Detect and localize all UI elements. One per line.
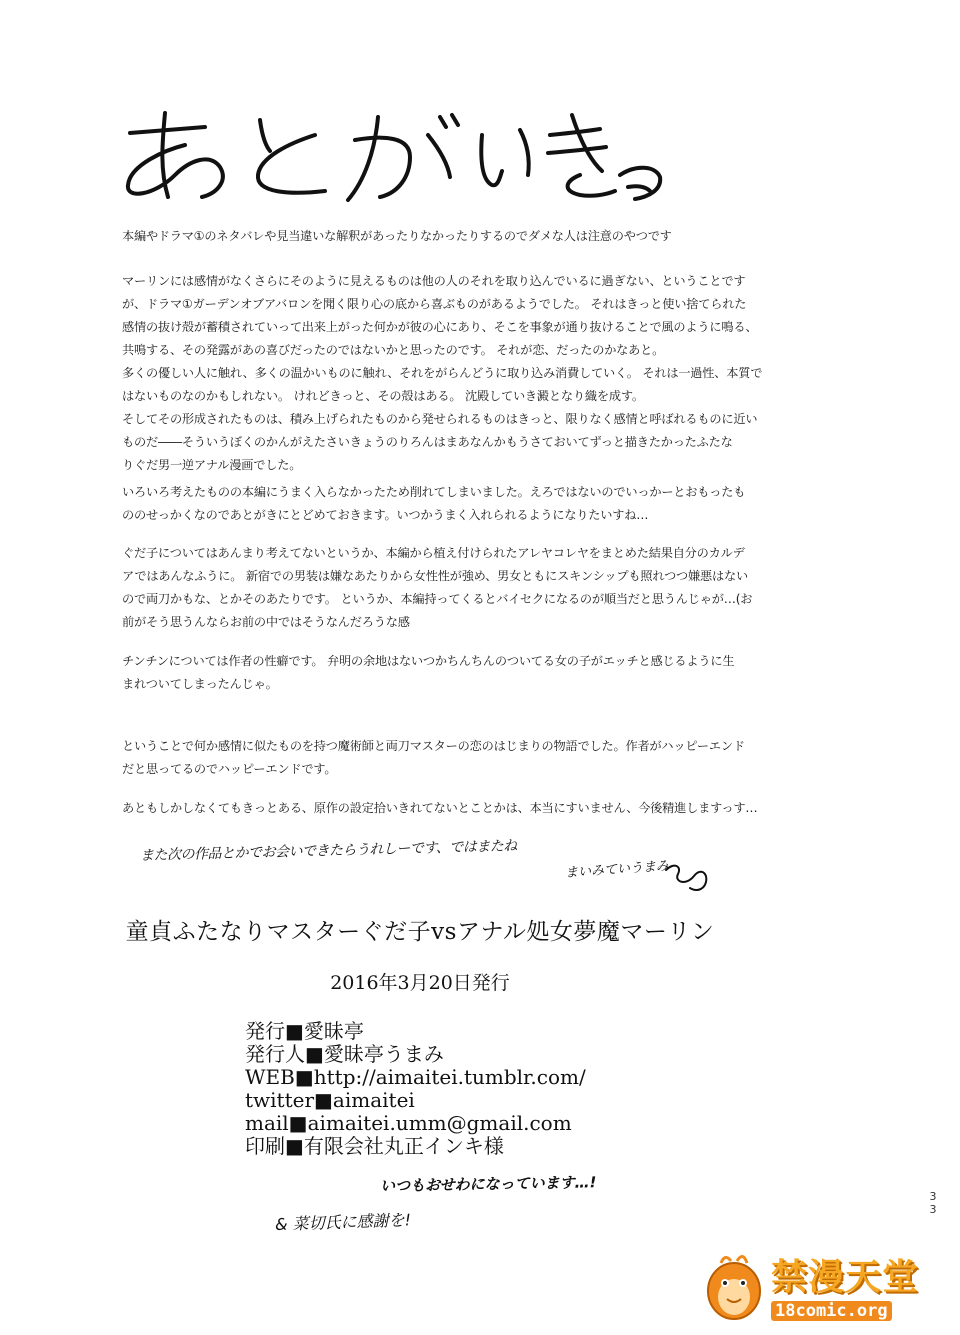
paragraph-line: あともしかしなくてもきっとある、原作の設定拾いきれてないとことかは、本当にすいません、今後精進しますっす… [122,801,758,815]
watermark-url: 18comic.org [771,1301,892,1321]
paragraph-line: ののせっかくなのであとがきにとどめておきます。いつかうまく入れられるようになりたいすね… [122,508,649,522]
paragraph-line: ものだ――そういうぼくのかんがえたさいきょうのりろんはまあなんかもうさておいてずっと描きたかったふたな [122,435,733,449]
handwritten-gratitude-line: いつもおせわになっています…! [379,1173,597,1195]
paragraph-line: チンチンについては作者の性癖です。 弁明の余地はないつかちんちんのついてる女の子がエッチと感じるように生 [122,654,735,668]
book-title: 童貞ふたなりマスターぐだ子vsアナル処女夢魔マーリン [125,919,715,945]
paragraph-4 [122,542,772,634]
watermark-title: 禁漫天堂 [771,1257,920,1298]
page-number-digit: 3 [929,1190,937,1203]
handwritten-thanks-line: & 菜切氏に感謝を! [274,1210,412,1234]
paragraph-line: りぐだ男一逆アナル漫画でした。 [122,458,302,472]
paragraph-line: だと思ってるのでハッピーエンドです。 [122,762,337,776]
paragraph-line: ので両刀かもな、とかそのあたりです。 というか、本編持ってくるとバイセクになるのが順当だと思うんじゃが…(お [122,592,753,606]
paragraph-1 [122,225,772,248]
paragraph-line: まれついてしまったんじゃ。 [122,677,278,691]
paragraph-line: 本編やドラマ①のネタバレや見当違いな解釈があったりなかったりするのでダメな人は注意のやつです [122,229,672,243]
paragraph-5 [122,650,772,696]
paragraph-line: 前がそう思うんならお前の中ではそうなんだろうな感 [122,615,410,629]
paragraph-3 [122,481,772,527]
handwritten-heading-icon [110,105,670,205]
paragraph-line: ということで何か感情に似たものを持つ魔術師と両刀マスターの恋のはじまりの物語でした。作者がハッピーエンド [122,739,745,753]
paragraph-line: 感情の抜け殻が蓄積されていって出来上がった何かが彼の心にあり、そこを事象が通り抜けることで風のように鳴る、 [122,320,758,334]
paragraph-line: が、ドラマ①ガーデンオブアバロンを聞く限り心の底から喜ぶものがあるようでした。 それはきっと使い捨てられた [122,297,747,311]
handwritten-signature: まいみていうまみ [564,858,670,881]
colophon-printer: 印刷■有限会社丸正インキ様 [245,1134,504,1158]
paragraph-7 [122,797,772,820]
publication-date: 2016年3月20日発行 [330,972,510,994]
afterword-heading [110,105,670,205]
paragraph-line: ぐだ子についてはあんまり考えてないというか、本編から植え付けられたアレヤコレヤをまとめた結果自分のカルデ [122,546,745,560]
colophon-mail: mail■aimaitei.umm@gmail.com [245,1111,572,1135]
mascot-logo-icon [703,1251,765,1323]
colophon-publisher-person: 発行人■愛昧亭うまみ [245,1042,444,1066]
paragraph-2 [122,270,772,477]
paragraph-line: 共鳴する、その発露があの喜びだったのではないかと思ったのです。 それが恋、だったのかなあと。 [122,343,665,357]
paragraph-line: はないものなのかもしれない。 けれどきっと、その殻はある。 沈殿していき澱となり織を成す。 [122,389,644,403]
colophon-publisher: 発行■愛昧亭 [245,1019,364,1043]
site-watermark [693,1245,960,1335]
handwritten-thanks-note: また次の作品とかでお会いできたらうれしーです、ではまたね [139,838,517,864]
paragraph-line: マーリンには感情がなくさらにそのように見えるものは他の人のそれを取り込んでいるに過ぎない、ということです [122,274,746,288]
page-number [928,1190,938,1216]
page-number-digit: 3 [929,1203,937,1216]
paragraph-6 [122,735,772,781]
paragraph-line: いろいろ考えたものの本編にうまく入らなかったため削れてしまいました。えろではないのでいっかーとおもったも [122,485,746,499]
signature-squiggle-icon [660,860,720,896]
colophon [245,1020,586,1158]
colophon-web: WEB■http://aimaitei.tumblr.com/ [245,1065,586,1089]
colophon-twitter: twitter■aimaitei [245,1088,415,1112]
paragraph-line: 多くの優しい人に触れ、多くの温かいものに触れ、それをがらんどうに取り込み消費していく。 それは一過性、本質で [122,366,763,380]
paragraph-line: アではあんなふうに。 新宿での男装は嫌なあたりから女性性が強め、男女ともにスキンシップも照れつつ嫌悪はない [122,569,748,583]
paragraph-line: そしてその形成されたものは、積み上げられたものから発せられるものはきっと、限りなく感情と呼ばれるものに近い [122,412,758,426]
